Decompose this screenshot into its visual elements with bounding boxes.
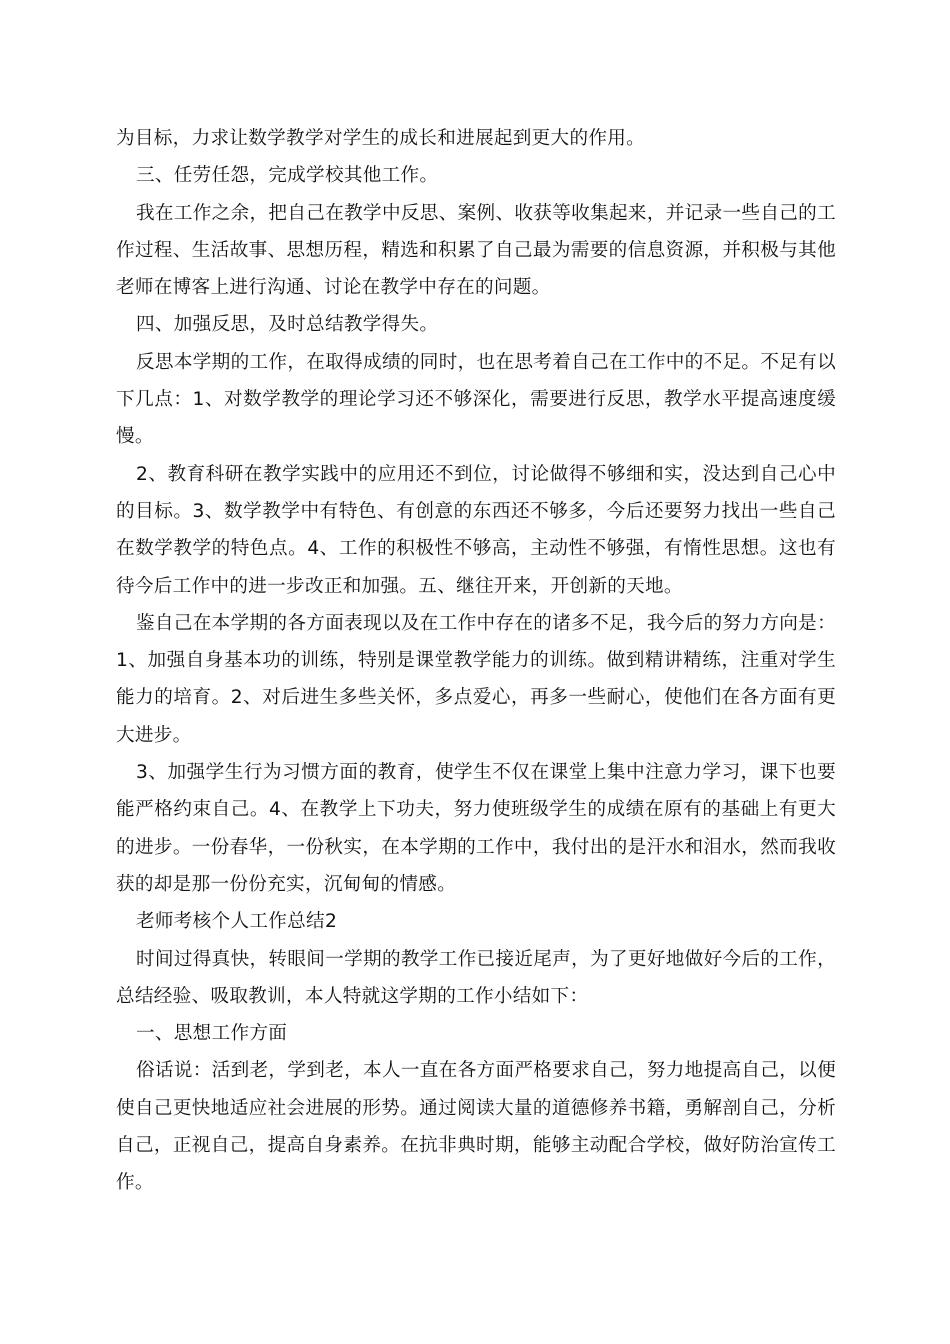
paragraph: 反思本学期的工作，在取得成绩的同时，也在思考着自己在工作中的不足。不足有以下几点：1、对数学教学的理论学习还不够深化，需要进行反思，教学水平提高速度缓慢。: [116, 351, 836, 448]
paragraph: 时间过得真快，转眼间一学期的教学工作已接近尾声，为了更好地做好今后的工作，总结经验、吸取教训，本人特就这学期的工作小结如下：: [116, 948, 836, 1007]
paragraph-continuation: 为目标，力求让数学教学对学生的成长和进展起到更大的作用。: [116, 128, 646, 149]
section-heading-4: 四、加强反思，及时总结教学得失。: [136, 314, 439, 336]
paragraph: 2、教育科研在教学实践中的应用还不到位，讨论做得不够细和实，没达到自己心中的目标。3、数学教学中有特色、有创意的东西还不够多，今后还要努力找出一些自己在数学教学的特色点。4、工作的积极性不够高，主动性不够强，有惰性思想。这也有待今后工作中的进一步改正和加强。五、继往开来，开创新的天地。: [116, 463, 836, 597]
section-heading-3: 三、任劳任怨，完成学校其他工作。: [136, 165, 439, 187]
document-subtitle: 老师考核个人工作总结2: [136, 911, 338, 933]
section-heading-1: 一、思想工作方面: [136, 1023, 288, 1045]
paragraph: 我在工作之余，把自己在教学中反思、案例、收获等收集起来，并记录一些自己的工作过程、生活故事、思想历程，精选和积累了自己最为需要的信息资源，并积极与其他老师在博客上进行沟通、讨论在教学中存在的问题。: [116, 202, 836, 299]
paragraph: 鉴自己在本学期的各方面表现以及在工作中存在的诸多不足，我今后的努力方向是：1、加强自身基本功的训练，特别是课堂教学能力的训练。做到精讲精练，注重对学生能力的培育。2、对后进生多些关怀，多点爱心，再多一些耐心，使他们在各方面有更大进步。: [116, 612, 836, 746]
paragraph: 3、加强学生行为习惯方面的教育，使学生不仅在课堂上集中注意力学习，课下也要能严格约束自己。4、在教学上下功夫，努力使班级学生的成绩在原有的基础上有更大的进步。一份春华，一份秋实，在本学期的工作中，我付出的是汗水和泪水，然而我收获的却是那一份份充实，沉甸甸的情感。: [116, 762, 836, 895]
paragraph: 俗话说：活到老，学到老，本人一直在各方面严格要求自己，努力地提高自己，以便使自己更快地适应社会进展的形势。通过阅读大量的道德修养书籍，勇解剖自己，分析自己，正视自己，提高自身素养。在抗非典时期，能够主动配合学校，做好防治宣传工作。: [116, 1060, 836, 1194]
document-body: [116, 120, 836, 1202]
